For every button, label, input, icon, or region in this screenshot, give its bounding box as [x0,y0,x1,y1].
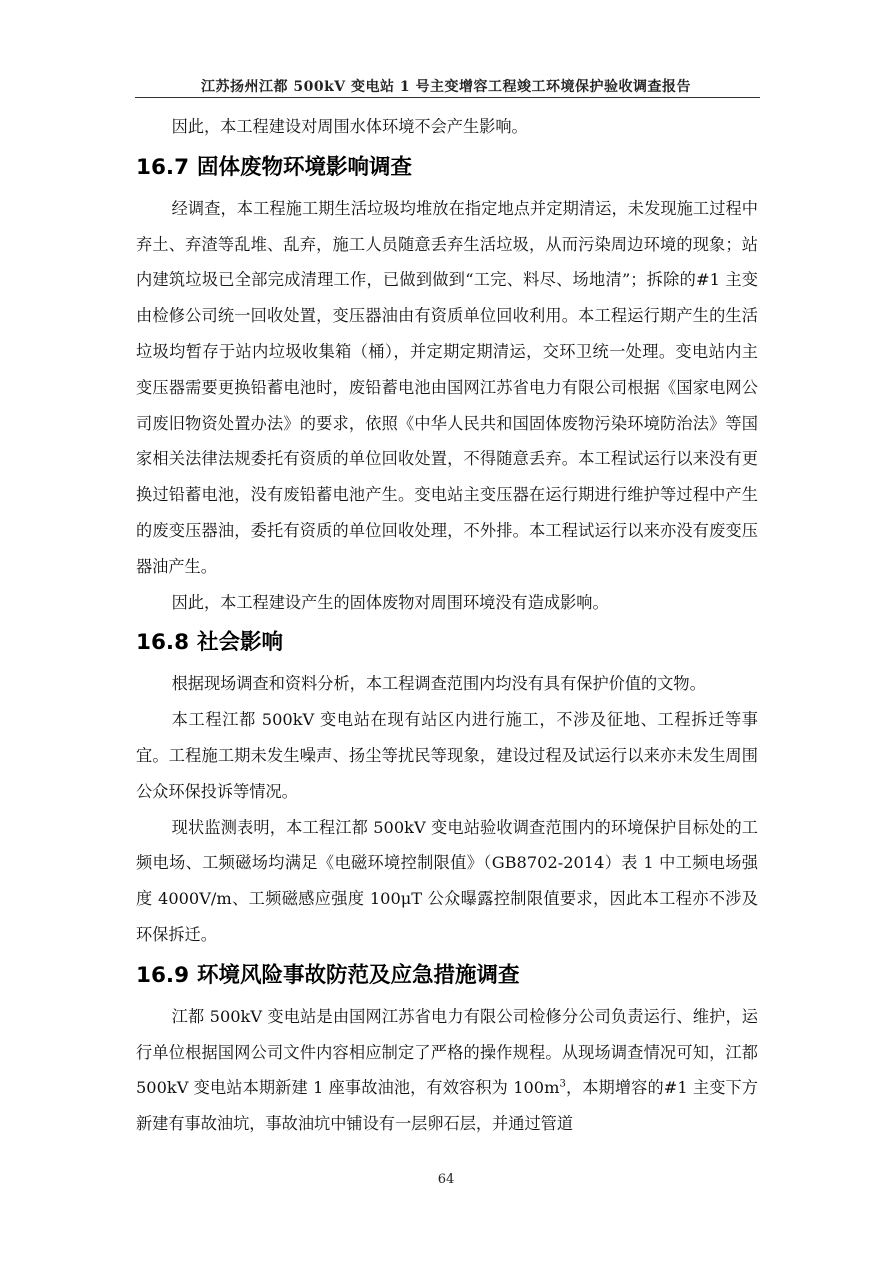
section-number: 16.8 [136,630,190,656]
section-number: 16.9 [136,962,190,988]
paragraph-risk-prevention [136,999,758,1142]
document-body [136,109,758,1142]
section-heading-16-9 [136,953,758,999]
running-header: 江苏扬州江都 500kV 变电站 1 号主变增容工程竣工环境保护验收调查报告 [200,79,692,95]
section-heading-16-7 [136,145,758,191]
superscript: 3 [559,1078,566,1090]
page-number: 64 [437,1172,455,1187]
paragraph-water-conclusion: 因此，本工程建设对周围水体环境不会产生影响。 [171,117,528,136]
paragraph-monitoring-results: 现状监测表明，本工程江都 500kV 变电站验收调查范围内的环境保护目标处的工频电场、工频磁场均满足《电磁环境控制限值》（GB8702-2014）表 1 中工频电场强度 4000V/m、工频磁感应强度 100μT 公众曝露控制限值要求，因此本工程亦不涉及环保拆迁。 [136,817,758,944]
paragraph-solid-waste-survey: 经调查，本工程施工期生活垃圾均堆放在指定地点并定期清运，未发现施工过程中弃土、弃渣等乱堆、乱弃，施工人员随意丢弃生活垃圾，从而污染周边环境的现象；站内建筑垃圾已全部完成清理工作，已做到做到“工完、料尽、场地清”；拆除的#1 主变由检修公司统一回收处置，变压器油由有资质单位回收利用。本工程运行期产生的生活垃圾均暂存于站内垃圾收集箱（桶），并定期定期清运，交环卫统一处理。变电站内主变压器需要更换铅蓄电池时，废铅蓄电池由国网江苏省电力有限公司根据《国家电网公司废旧物资处置办法》的要求，依照《中华人民共和国固体废物污染环境防治法》等国家相关法律法规委托有资质的单位回收处置，不得随意丢弃。本工程试运行以来没有更换过铅蓄电池，没有废铅蓄电池产生。变电站主变压器在运行期进行维护等过程中产生的废变压器油，委托有资质的单位回收处理，不外排。本工程试运行以来亦没有废变压器油产生。 [136,198,758,576]
section-title: 环境风险事故防范及应急措施调查 [197,962,520,988]
paragraph-cultural-relics: 根据现场调查和资料分析，本工程调查范围内均没有具有保护价值的文物。 [171,674,706,694]
section-title: 社会影响 [197,630,284,656]
section-title: 固体废物环境影响调查 [197,154,413,180]
paragraph-solid-waste-conclusion: 因此，本工程建设产生的固体废物对周围环境没有造成影响。 [171,592,609,612]
paragraph-text: 江都 500kV 变电站是由国网江苏省电力有限公司检修分公司负责运行、维护，运行单位根据国网公司文件内容相应制定了严格的操作规程。从现场调查情况可知，江都 500kV 变电站本期新建 1 座事故油池，有效容积为 100m [136,1006,758,1098]
paragraph-construction-impact: 本工程江都 500kV 变电站在现有站区内进行施工，不涉及征地、工程拆迁等事宜。工程施工期未发生噪声、扬尘等扰民等现象，建设过程及试运行以来亦未发生周围公众环保投诉等情况。 [136,710,758,801]
paragraph-text: ，本期增容的#1 主变下方新建有事故油坑，事故油坑中铺设有一层卵石层，并通过管道 [136,1078,758,1134]
section-heading-16-8 [136,620,758,666]
header-rule [135,97,760,98]
section-number: 16.7 [136,154,190,180]
